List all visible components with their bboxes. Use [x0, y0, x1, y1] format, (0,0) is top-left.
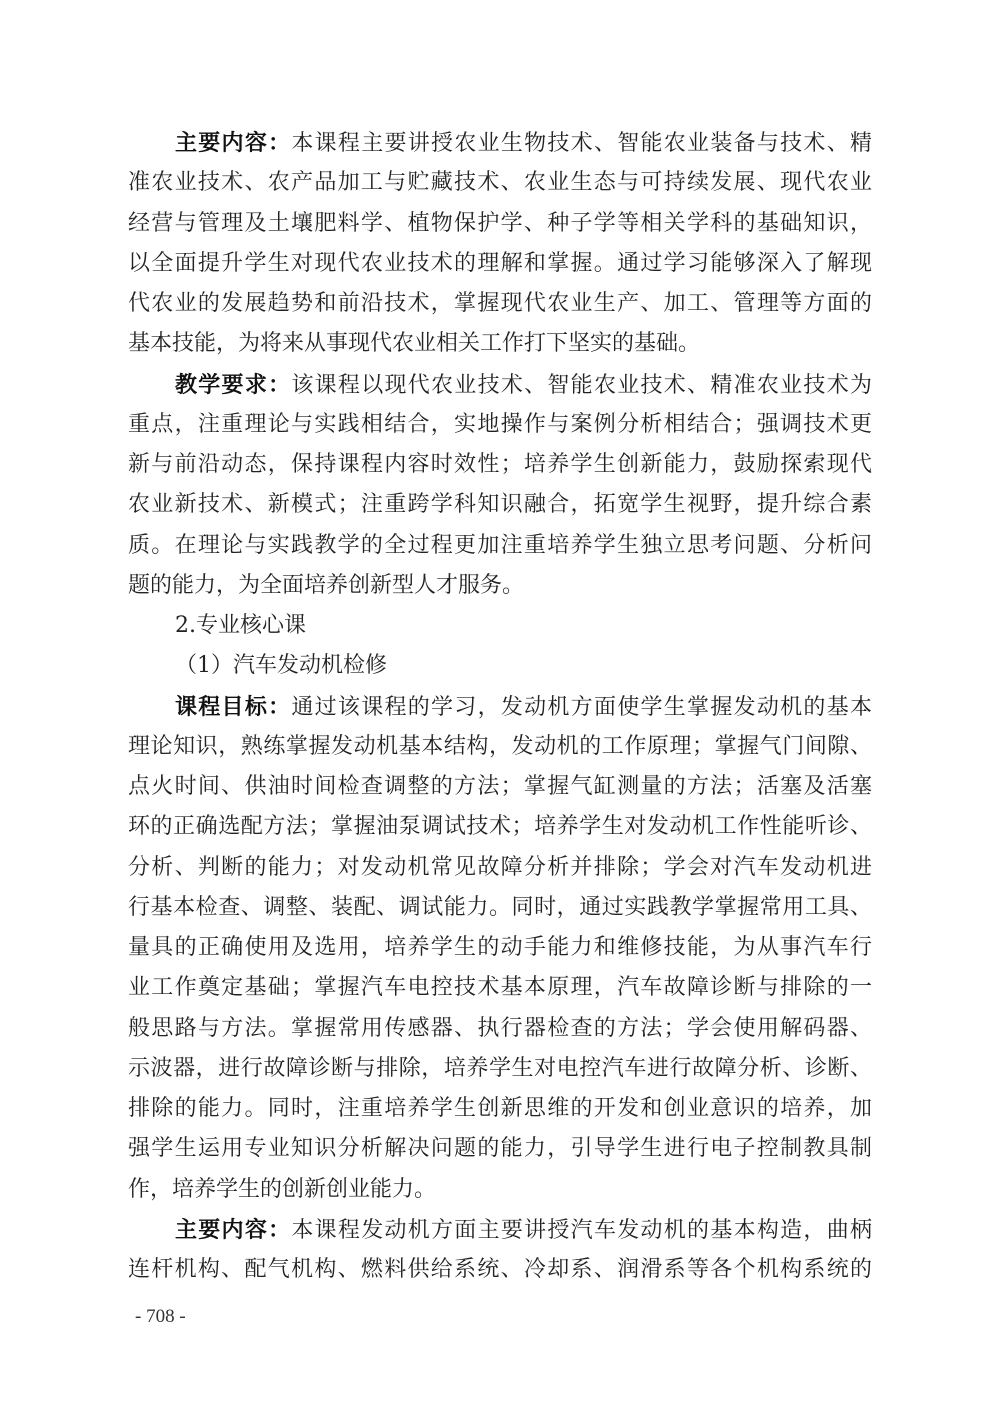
text-line	[128, 1009, 872, 1049]
paragraph-lead: 课程目标：	[175, 693, 292, 720]
line-text: 以全面提升学生对现代农业技术的理解和掌握。通过学习能够深入了解现	[128, 250, 872, 276]
text-line	[128, 445, 872, 485]
text-line	[128, 687, 872, 727]
line-text: 代农业的发展趋势和前沿技术，掌握现代农业生产、加工、管理等方面的	[128, 291, 872, 316]
line-text: 般思路与方法。掌握常用传感器、执行器检查的方法；学会使用解码器、	[128, 1015, 872, 1041]
line-text: 理论知识，熟练掌握发动机基本结构，发动机的工作原理；掌握气门间隙、	[128, 733, 872, 759]
text-line	[128, 405, 872, 445]
text-line	[128, 244, 872, 284]
line-text: 环的正确选配方法；掌握油泵调试技术；培养学生对发动机工作性能听诊、	[128, 814, 872, 840]
line-text: 分析、判断的能力；对发动机常见故障分析并排除；学会对汽车发动机进	[128, 854, 872, 880]
line-text: 经营与管理及土壤肥料学、植物保护学、种子学等相关学科的基础知识，	[128, 210, 872, 236]
line-text: 质。在理论与实践教学的全过程更加注重培养学生独立思考问题、分析问	[128, 532, 872, 558]
line-text: 2.专业核心课	[175, 613, 306, 638]
line-text: 本课程主要讲授农业生物技术、智能农业装备与技术、精	[291, 131, 872, 156]
text-line	[128, 365, 872, 405]
text-line	[128, 807, 872, 847]
line-text: 行基本检查、调整、装配、调试能力。同时，通过实践教学掌握常用工具、	[128, 894, 872, 920]
text-line	[128, 163, 872, 203]
line-text: 农业新技术、新模式；注重跨学科知识融合，拓宽学生视野，提升综合素	[128, 492, 872, 518]
line-text: 排除的能力。同时，注重培养学生创新思维的开发和创业意识的培养，加	[128, 1096, 872, 1121]
text-line	[128, 888, 872, 928]
text-line	[128, 1250, 872, 1290]
text-line	[128, 204, 872, 244]
line-text: 作，培养学生的创新创业能力。	[128, 1176, 437, 1202]
line-text: 连杆机构、配气机构、燃料供给系统、冷却系、润滑系等各个机构系统的	[128, 1257, 872, 1282]
line-text: 新与前沿动态，保持课程内容时效性；培养学生创新能力，鼓励探索现代	[128, 452, 872, 477]
text-line	[128, 606, 872, 646]
text-line	[128, 727, 872, 767]
paragraph-lead: 主要内容：	[175, 1216, 292, 1243]
paragraph	[128, 365, 872, 607]
document-body	[128, 123, 872, 1290]
line-text: 题的能力，为全面培养创新型人才服务。	[128, 572, 525, 598]
paragraph	[128, 606, 872, 646]
line-text: 重点，注重理论与实践相结合，实地操作与案例分析相结合；强调技术更	[128, 411, 872, 437]
paragraph	[128, 687, 872, 1210]
line-text: 该课程以现代农业技术、智能农业技术、精准农业技术为	[291, 372, 872, 398]
text-line	[128, 1049, 872, 1089]
page-number: - 708 -	[135, 1306, 186, 1327]
text-line	[128, 485, 872, 525]
line-text: 点火时间、供油时间检查调整的方法；掌握气缸测量的方法；活塞及活塞	[128, 774, 872, 799]
line-text: 示波器，进行故障诊断与排除，培养学生对电控汽车进行故障分析、诊断、	[128, 1055, 872, 1081]
text-line	[128, 767, 872, 807]
text-line	[128, 968, 872, 1008]
paragraph	[128, 1210, 872, 1291]
line-text: 量具的正确使用及选用，培养学生的动手能力和维修技能，为从事汽车行	[128, 935, 872, 960]
paragraph-lead: 教学要求：	[175, 371, 292, 398]
text-line	[128, 1129, 872, 1169]
paragraph	[128, 123, 872, 365]
text-line	[128, 848, 872, 888]
text-line	[128, 928, 872, 968]
text-line	[128, 1089, 872, 1129]
text-line	[128, 526, 872, 566]
paragraph-lead: 主要内容：	[175, 130, 292, 156]
line-text: 业工作奠定基础；掌握汽车电控技术基本原理，汽车故障诊断与排除的一	[128, 975, 872, 1001]
line-text: 强学生运用专业知识分析解决问题的能力，引导学生进行电子控制教具制	[128, 1136, 872, 1162]
line-text: （1）汽车发动机检修	[175, 653, 387, 679]
text-line	[128, 1170, 872, 1210]
text-line	[128, 646, 872, 686]
text-line	[128, 324, 872, 364]
text-line	[128, 1210, 872, 1250]
text-line	[128, 123, 872, 163]
line-text: 本课程发动机方面主要讲授汽车发动机的基本构造，曲柄	[291, 1217, 872, 1243]
text-line	[128, 284, 872, 324]
line-text: 准农业技术、农产品加工与贮藏技术、农业生态与可持续发展、现代农业	[128, 170, 872, 196]
line-text: 通过该课程的学习，发动机方面使学生掌握发动机的基本	[291, 694, 872, 720]
paragraph	[128, 646, 872, 686]
line-text: 基本技能，为将来从事现代农业相关工作打下坚实的基础。	[128, 331, 701, 357]
text-line	[128, 566, 872, 606]
